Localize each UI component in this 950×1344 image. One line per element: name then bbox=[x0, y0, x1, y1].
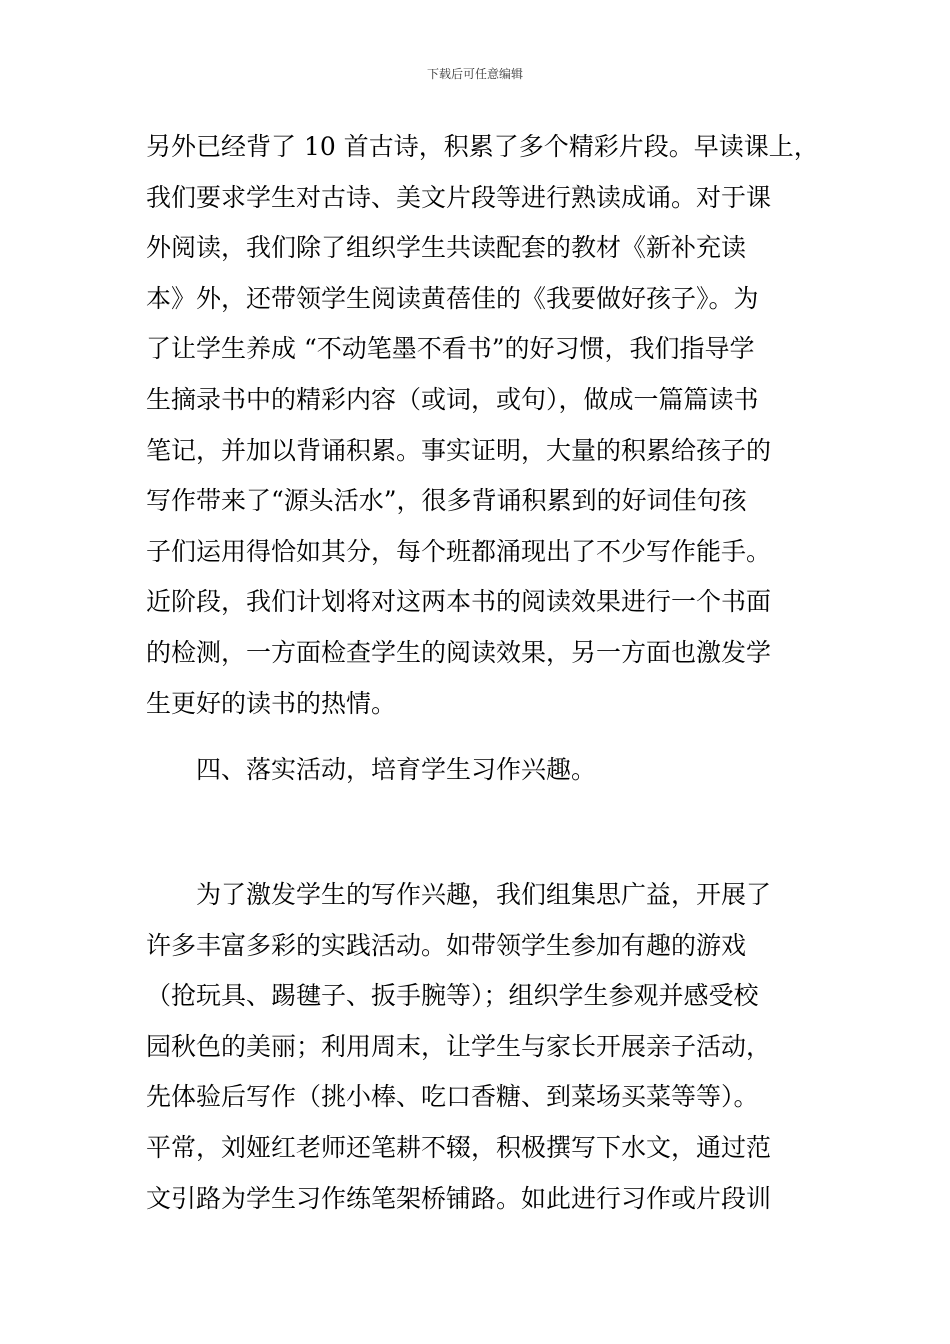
text-line: 的检测，一方面检查学生的阅读效果，另一方面也激发学 bbox=[146, 637, 772, 667]
text-line: 为了激发学生的写作兴趣，我们组集思广益，开展了 bbox=[196, 880, 772, 909]
text-line: 子们运用得恰如其分，每个班都涌现出了不少写作能手。 bbox=[146, 536, 772, 566]
text-line: 许多丰富多彩的实践活动。如带领学生参加有趣的游戏 bbox=[146, 930, 747, 960]
text-line: 了让学生养成 “不动笔墨不看书”的好习惯，我们指导学 bbox=[146, 334, 755, 364]
text-line: 生摘录书中的精彩内容（或词，或句），做成一篇篇读书 bbox=[146, 384, 759, 414]
text-line: 另外已经背了 10 首古诗，积累了多个精彩片段。早读课上， bbox=[146, 132, 819, 161]
text-line: 外阅读，我们除了组织学生共读配套的教材《新补充读 bbox=[146, 233, 747, 263]
text-line: 写作带来了“源头活水”，很多背诵积累到的好词佳句孩 bbox=[146, 486, 747, 516]
text-line: 园秋色的美丽；利用周末，让学生与家长开展亲子活动， bbox=[146, 1031, 772, 1061]
text-line: 笔记，并加以背诵积累。事实证明，大量的积累给孩子的 bbox=[146, 435, 772, 465]
text-line: 近阶段，我们计划将对这两本书的阅读效果进行一个书面 bbox=[146, 587, 772, 617]
text-line: 我们要求学生对古诗、美文片段等进行熟读成诵。对于课 bbox=[146, 182, 772, 212]
page-header: 下载后可任意编辑 bbox=[426, 67, 523, 81]
text-line: 先体验后写作（挑小棒、吃口香糖、到菜场买菜等等）。 bbox=[146, 1082, 759, 1112]
text-line: 生更好的读书的热情。 bbox=[146, 688, 397, 718]
text-line: （抢玩具、踢毽子、扳手腕等）；组织学生参观并感受校 bbox=[146, 981, 759, 1011]
paragraph-writing-activities bbox=[146, 870, 826, 1224]
text-line: 文引路为学生习作练笔架桥铺路。如此进行习作或片段训 bbox=[146, 1183, 772, 1213]
section-heading bbox=[196, 745, 876, 796]
section-heading-text: 四、落实活动，培育学生习作兴趣。 bbox=[196, 755, 597, 784]
text-line: 平常，刘娅红老师还笔耕不辍，积极撰写下水文，通过范 bbox=[146, 1132, 772, 1162]
paragraph-reading-accumulation bbox=[146, 122, 826, 729]
text-line: 本》外，还带领学生阅读黄蓓佳的《我要做好孩子》。为 bbox=[146, 283, 759, 313]
